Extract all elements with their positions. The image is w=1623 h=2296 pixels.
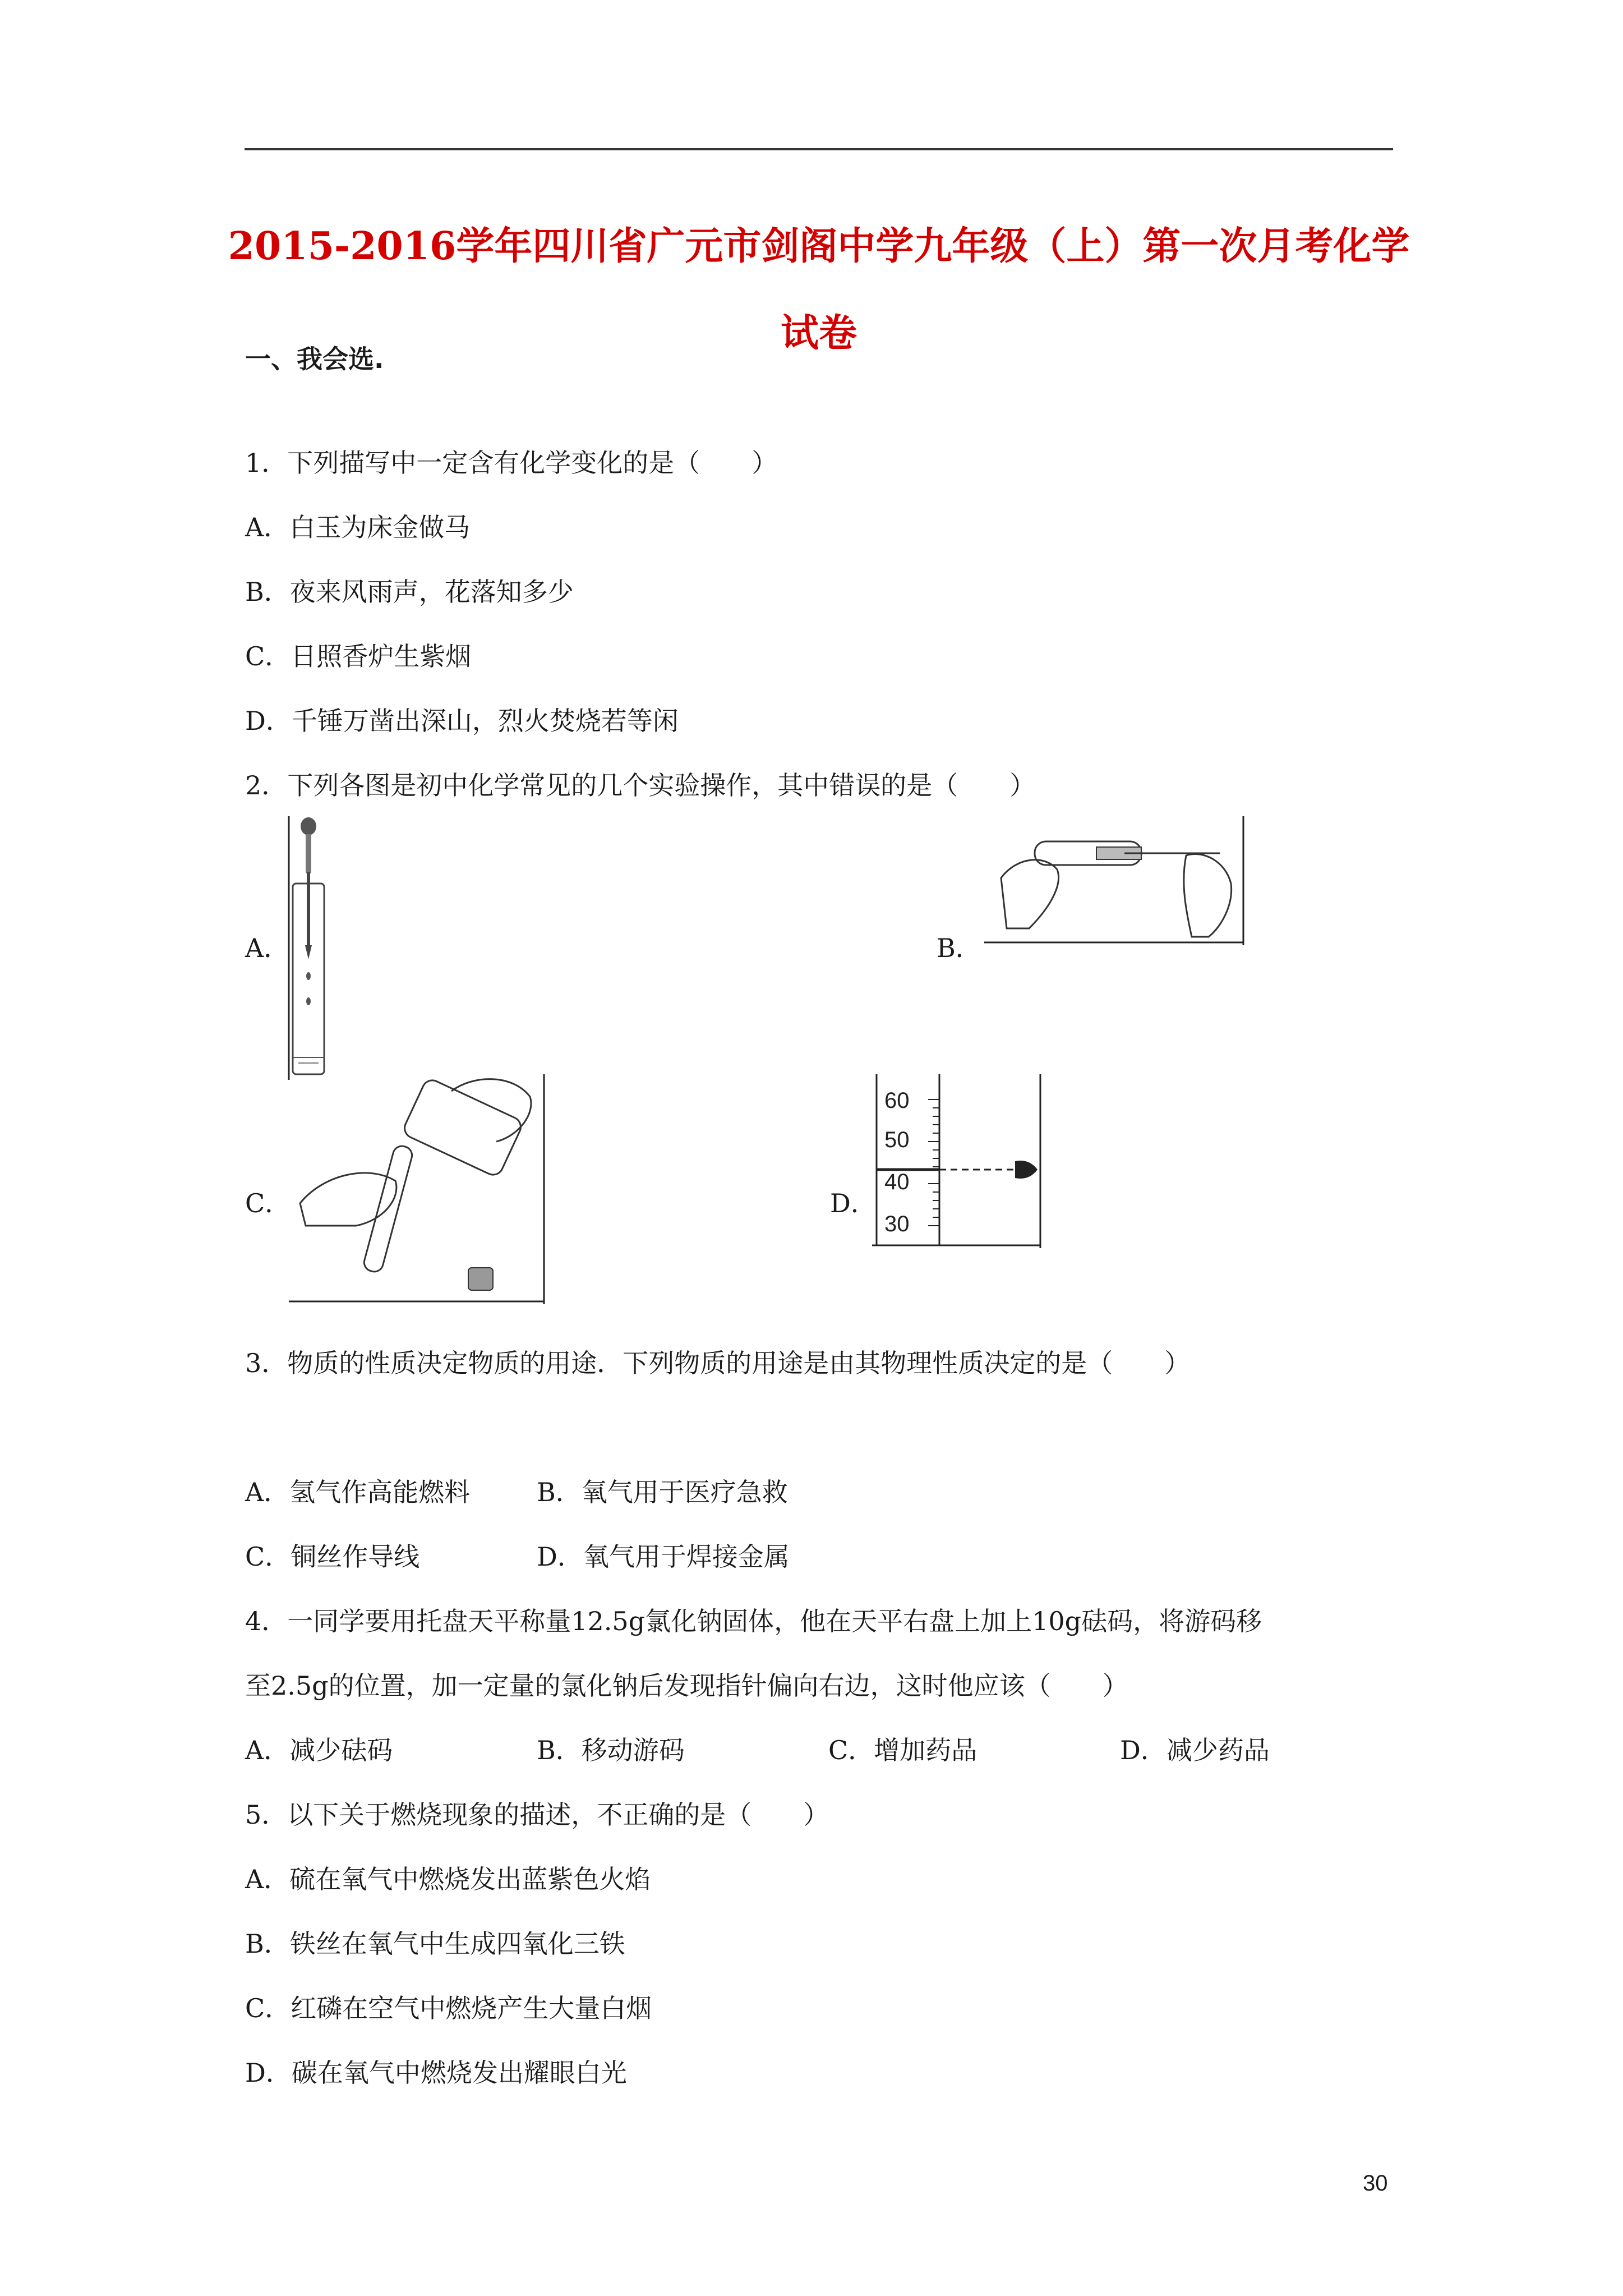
- figure-a-dropper-test-tube: [286, 816, 331, 1080]
- question-1-option-d: D．千锤万凿出深山，烈火焚烧若等闲: [245, 706, 679, 736]
- figure-d-graduated-cylinder: [872, 1074, 1046, 1248]
- question-5-option-c: C．红磷在空气中燃烧产生大量白烟: [245, 1993, 652, 2023]
- figure-c-pouring-liquid: [289, 1074, 547, 1304]
- question-2-stem: 2．下列各图是初中化学常见的几个实验操作，其中错误的是（ ）: [245, 770, 1036, 800]
- question-5-option-a: A．硫在氧气中燃烧发出蓝紫色火焰: [245, 1864, 651, 1894]
- page-number: 30: [1363, 2171, 1388, 2196]
- question-3-row1: [245, 1475, 788, 1509]
- question-4-stem-line1: 4．一同学要用托盘天平称量12.5g氯化钠固体，他在天平右盘上加上10g砝码，将游码移: [245, 1606, 1262, 1636]
- question-4-stem-line2: 至2.5g的位置，加一定量的氯化钠后发现指针偏向右边，这时他应该（ ）: [245, 1671, 1128, 1701]
- header-rule: [245, 148, 1393, 150]
- question-3-option-d: D．氧气用于焊接金属: [537, 1542, 790, 1572]
- question-3-option-b: B．氧气用于医疗急救: [537, 1477, 788, 1507]
- question-4-options: [245, 1733, 1270, 1767]
- cylinder-tick-60: 60: [884, 1088, 910, 1113]
- figure-a-label: A．: [245, 933, 290, 963]
- section-heading: 一、我会选.: [245, 344, 384, 374]
- figure-d-label: D．: [830, 1188, 877, 1218]
- question-1-stem: 1．下列描写中一定含有化学变化的是（ ）: [245, 448, 778, 478]
- figure-b-hands-test-tubes: [984, 816, 1248, 945]
- question-3-option-a: A．氢气作高能燃料: [245, 1477, 471, 1507]
- question-5-option-b: B．铁丝在氧气中生成四氧化三铁: [245, 1929, 625, 1959]
- question-4-option-d: D．减少药品: [1120, 1735, 1270, 1765]
- question-4-option-b: B．移动游码: [537, 1735, 685, 1765]
- cylinder-tick-50: 50: [884, 1128, 910, 1152]
- page-title-line1: 2015-2016学年四川省广元市剑阁中学九年级（上）第一次月考化学: [228, 224, 1410, 269]
- cylinder-tick-30: 30: [884, 1212, 910, 1236]
- figure-c-label: C．: [245, 1188, 291, 1218]
- question-4-option-a: A．减少砝码: [245, 1735, 393, 1765]
- question-1-option-a: A．白玉为床金做马: [245, 512, 471, 542]
- question-1-option-b: B．夜来风雨声，花落知多少: [245, 577, 574, 607]
- page-title-line2: 试卷: [780, 311, 857, 356]
- question-3-row2: [245, 1540, 790, 1573]
- cylinder-tick-40: 40: [884, 1170, 910, 1194]
- question-5-option-d: D．碳在氧气中燃烧发出耀眼白光: [245, 2058, 627, 2088]
- question-5-stem: 5．以下关于燃烧现象的描述，不正确的是（ ）: [245, 1800, 829, 1830]
- question-4-option-c: C．增加药品: [828, 1735, 978, 1765]
- question-1-option-c: C．日照香炉生紫烟: [245, 641, 472, 671]
- question-3-option-c: C．铜丝作导线: [245, 1542, 420, 1572]
- question-3-stem: 3．物质的性质决定物质的用途．下列物质的用途是由其物理性质决定的是（ ）: [245, 1348, 1191, 1378]
- figure-b-label: B．: [937, 933, 981, 963]
